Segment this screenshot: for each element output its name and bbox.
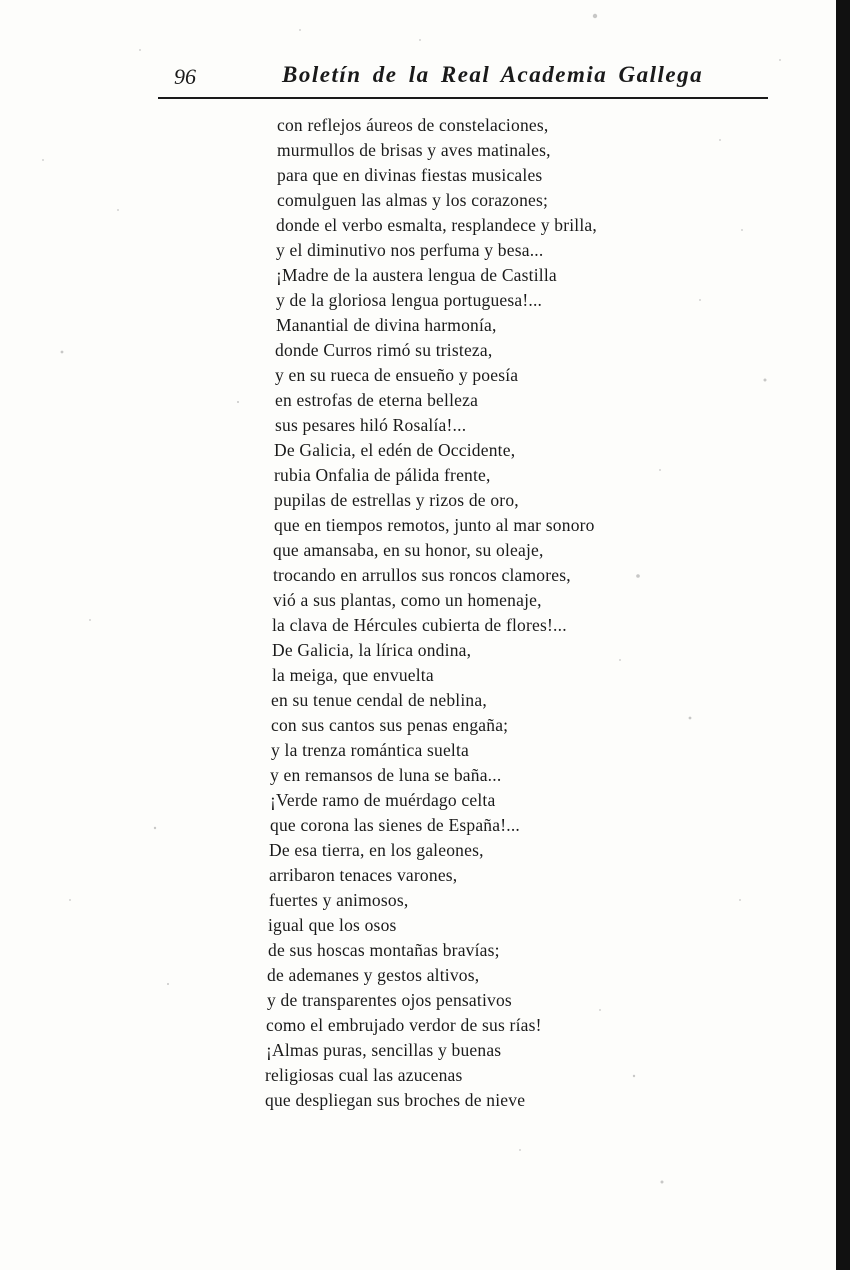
page-number: 96 [174, 64, 196, 89]
verse-line: de sus hoscas montañas bravías; [268, 940, 500, 960]
verse-line: la clava de Hércules cubierta de flores!... [272, 615, 567, 635]
verse-line: igual que los osos [268, 915, 397, 935]
verse-line: y de transparentes ojos pensativos [267, 990, 512, 1010]
verse-line: en su tenue cendal de neblina, [271, 690, 487, 710]
verse-line: trocando en arrullos sus roncos clamores, [273, 565, 571, 585]
verse-line: ¡Verde ramo de muérdago celta [270, 790, 496, 810]
verse-line: y el diminutivo nos perfuma y besa... [276, 240, 544, 260]
verse-line: ¡Almas puras, sencillas y buenas [266, 1040, 502, 1060]
verse-line: con sus cantos sus penas engaña; [271, 715, 509, 735]
verse-line: murmullos de brisas y aves matinales, [277, 140, 551, 160]
verse-line: arribaron tenaces varones, [269, 865, 458, 885]
verse-line: rubia Onfalia de pálida frente, [274, 465, 491, 485]
verse-line: donde Curros rimó su tristeza, [275, 340, 493, 360]
verse-line: De Galicia, el edén de Occidente, [274, 440, 516, 460]
page-header [160, 62, 766, 96]
verse-line: para que en divinas fiestas musicales [277, 165, 543, 185]
verse-line: vió a sus plantas, como un homenaje, [273, 590, 542, 610]
verse-line: y en remansos de luna se baña... [270, 765, 502, 785]
verse-line: ¡Madre de la austera lengua de Castilla [276, 265, 557, 285]
verse-line: que corona las sienes de España!... [270, 815, 520, 835]
verse-line: pupilas de estrellas y rizos de oro, [274, 490, 519, 510]
verse-line: De esa tierra, en los galeones, [269, 840, 484, 860]
verse-line: y la trenza romántica suelta [271, 740, 470, 760]
verse-line: la meiga, que envuelta [272, 665, 434, 685]
verse-line: sus pesares hiló Rosalía!... [275, 415, 467, 435]
verse-line: que despliegan sus broches de nieve [265, 1090, 526, 1110]
verse-line: con reflejos áureos de constelaciones, [277, 115, 549, 135]
verse-line: de ademanes y gestos altivos, [267, 965, 480, 985]
verse-line: fuertes y animosos, [269, 890, 409, 910]
verse-line: como el embrujado verdor de sus rías! [266, 1015, 542, 1035]
verse-line: y en su rueca de ensueño y poesía [275, 365, 519, 385]
running-title: Boletín de la Real Academia Gallega [282, 62, 704, 87]
verse-line: donde el verbo esmalta, resplandece y brilla, [276, 215, 597, 235]
verse-line: comulguen las almas y los corazones; [277, 190, 549, 210]
verse-line: que amansaba, en su honor, su oleaje, [273, 540, 544, 560]
verse-line: en estrofas de eterna belleza [275, 390, 479, 410]
scan-edge-shadow [836, 0, 850, 1270]
verse-line: que en tiempos remotos, junto al mar sonoro [274, 515, 595, 535]
header-rule [158, 97, 768, 99]
verse-line: y de la gloriosa lengua portuguesa!... [276, 290, 543, 310]
verse-line: Manantial de divina harmonía, [276, 315, 497, 335]
verse-line: religiosas cual las azucenas [265, 1065, 463, 1085]
verse-line: De Galicia, la lírica ondina, [272, 640, 472, 660]
